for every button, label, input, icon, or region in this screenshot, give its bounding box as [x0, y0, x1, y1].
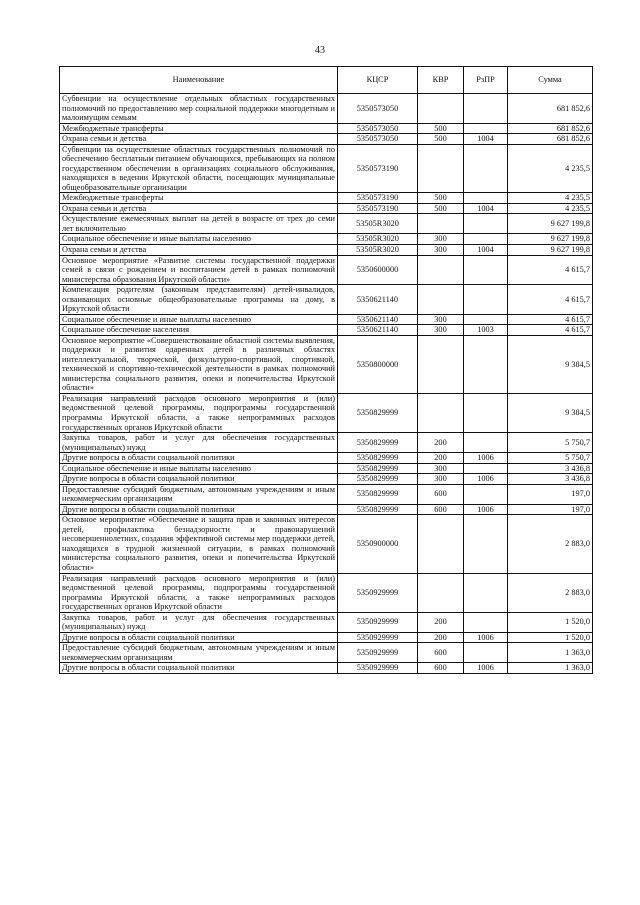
cell-rzpr	[464, 433, 508, 453]
cell-kvr: 200	[418, 453, 464, 464]
cell-rzpr: 1004	[464, 134, 508, 145]
cell-kvr: 300	[418, 314, 464, 325]
cell-kvr: 300	[418, 325, 464, 336]
cell-kvr	[418, 335, 464, 393]
cell-sum: 5 750,7	[508, 453, 593, 464]
cell-kcsr: 5350829999	[338, 474, 418, 485]
cell-kvr	[418, 515, 464, 573]
cell-rzpr: 1006	[464, 474, 508, 485]
cell-rzpr: 1006	[464, 453, 508, 464]
cell-name: Социальное обеспечение и иные выплаты населению	[60, 463, 338, 474]
cell-rzpr	[464, 484, 508, 504]
cell-name: Другие вопросы в области социальной политики	[60, 453, 338, 464]
cell-rzpr	[464, 393, 508, 432]
cell-kvr: 300	[418, 244, 464, 255]
cell-sum: 9 627 199,8	[508, 214, 593, 234]
cell-sum: 2 883,0	[508, 573, 593, 612]
cell-kvr: 300	[418, 463, 464, 474]
cell-rzpr	[464, 285, 508, 315]
cell-kcsr: 5350573190	[338, 203, 418, 214]
table-row	[60, 612, 593, 632]
header-kvr: КВР	[418, 67, 464, 94]
cell-kcsr: 5350573190	[338, 193, 418, 204]
cell-name: Охрана семьи и детства	[60, 244, 338, 255]
cell-sum: 9 384,5	[508, 335, 593, 393]
cell-rzpr: 1003	[464, 325, 508, 336]
cell-rzpr	[464, 314, 508, 325]
table-row	[60, 144, 593, 193]
cell-kcsr: 5350621140	[338, 314, 418, 325]
cell-kvr: 200	[418, 632, 464, 643]
cell-rzpr: 1006	[464, 632, 508, 643]
cell-sum: 4 235,5	[508, 203, 593, 214]
table-row	[60, 314, 593, 325]
table-row	[60, 203, 593, 214]
cell-sum: 9 627 199,8	[508, 244, 593, 255]
cell-sum: 4 615,7	[508, 285, 593, 315]
cell-name: Социальное обеспечение и иные выплаты населению	[60, 234, 338, 245]
header-rzpr: РзПР	[464, 67, 508, 94]
cell-kcsr: 5350573050	[338, 94, 418, 124]
cell-kvr: 500	[418, 134, 464, 145]
cell-name: Закупка товаров, работ и услуг для обеспечения государственных (муниципальных) нужд	[60, 433, 338, 453]
cell-rzpr	[464, 573, 508, 612]
cell-kvr	[418, 255, 464, 285]
cell-sum: 4 615,7	[508, 325, 593, 336]
cell-name: Охрана семьи и детства	[60, 134, 338, 145]
cell-kvr	[418, 573, 464, 612]
header-name: Наименование	[60, 67, 338, 94]
table-row	[60, 285, 593, 315]
table-row	[60, 193, 593, 204]
table-row	[60, 393, 593, 432]
cell-kcsr: 53505R3020	[338, 244, 418, 255]
table-row	[60, 325, 593, 336]
cell-name: Субвенции на осуществление отдельных областных государственных полномочий по предоставлению мер социальной поддержки многодетным и малоимущим семьям	[60, 94, 338, 124]
cell-kcsr: 5350573050	[338, 123, 418, 134]
cell-sum: 4 615,7	[508, 255, 593, 285]
cell-sum: 2 883,0	[508, 515, 593, 573]
table-row	[60, 134, 593, 145]
cell-rzpr	[464, 335, 508, 393]
cell-kcsr: 5350829999	[338, 433, 418, 453]
table-row	[60, 244, 593, 255]
cell-kvr: 600	[418, 504, 464, 515]
cell-kcsr: 5350829999	[338, 484, 418, 504]
table-row	[60, 573, 593, 612]
table-row	[60, 94, 593, 124]
table-row	[60, 123, 593, 134]
cell-sum: 1 363,0	[508, 643, 593, 663]
cell-sum: 1 520,0	[508, 632, 593, 643]
cell-kcsr: 5350929999	[338, 663, 418, 674]
cell-rzpr	[464, 643, 508, 663]
cell-name: Социальное обеспечение и иные выплаты населению	[60, 314, 338, 325]
cell-rzpr	[464, 515, 508, 573]
cell-sum: 3 436,8	[508, 463, 593, 474]
cell-rzpr: 1004	[464, 244, 508, 255]
cell-kcsr: 5350829999	[338, 453, 418, 464]
table-row	[60, 453, 593, 464]
cell-sum: 4 235,5	[508, 144, 593, 193]
cell-kcsr: 5350829999	[338, 504, 418, 515]
cell-name: Закупка товаров, работ и услуг для обеспечения государственных (муниципальных) нужд	[60, 612, 338, 632]
table-row	[60, 643, 593, 663]
table-row	[60, 663, 593, 674]
cell-sum: 4 615,7	[508, 314, 593, 325]
table-row	[60, 463, 593, 474]
cell-name: Другие вопросы в области социальной политики	[60, 504, 338, 515]
cell-kcsr: 53505R3020	[338, 214, 418, 234]
table-row	[60, 335, 593, 393]
cell-kcsr: 5350929999	[338, 612, 418, 632]
cell-rzpr	[464, 144, 508, 193]
cell-kcsr: 5350600000	[338, 255, 418, 285]
cell-name: Предоставление субсидий бюджетным, автономным учреждениям и иным некоммерческим организациям	[60, 643, 338, 663]
cell-kvr	[418, 94, 464, 124]
cell-kcsr: 5350900000	[338, 515, 418, 573]
cell-kvr: 500	[418, 193, 464, 204]
table-header-row	[60, 67, 593, 94]
cell-name: Социальное обеспечение населения	[60, 325, 338, 336]
cell-rzpr: 1006	[464, 663, 508, 674]
cell-sum: 4 235,5	[508, 193, 593, 204]
cell-rzpr	[464, 123, 508, 134]
cell-kcsr: 5350929999	[338, 573, 418, 612]
cell-name: Осуществление ежемесячных выплат на детей в возрасте от трех до семи лет включительно	[60, 214, 338, 234]
cell-name: Межбюджетные трансферты	[60, 123, 338, 134]
cell-kcsr: 5350621140	[338, 325, 418, 336]
cell-sum: 1 363,0	[508, 663, 593, 674]
cell-sum: 681 852,6	[508, 94, 593, 124]
table-row	[60, 255, 593, 285]
cell-sum: 681 852,6	[508, 123, 593, 134]
cell-rzpr	[464, 234, 508, 245]
cell-kvr: 600	[418, 643, 464, 663]
table-row	[60, 234, 593, 245]
header-sum: Сумма	[508, 67, 593, 94]
cell-kcsr: 5350829999	[338, 463, 418, 474]
cell-kcsr: 5350573050	[338, 134, 418, 145]
cell-sum: 9 627 199,8	[508, 234, 593, 245]
table-body	[60, 94, 593, 674]
cell-rzpr: 1006	[464, 504, 508, 515]
cell-kcsr: 5350573190	[338, 144, 418, 193]
budget-table	[59, 66, 593, 674]
cell-rzpr	[464, 94, 508, 124]
table-row	[60, 632, 593, 643]
table-row	[60, 515, 593, 573]
cell-kcsr: 5350829999	[338, 393, 418, 432]
cell-kvr: 200	[418, 433, 464, 453]
cell-kvr: 300	[418, 474, 464, 485]
cell-name: Охрана семьи и детства	[60, 203, 338, 214]
cell-kcsr: 5350929999	[338, 643, 418, 663]
cell-name: Реализация направлений расходов основного мероприятия и (или) ведомственной целевой программы, подпрограммы государственной программы Иркутской области, а также непрограммных расходов государственных органов Иркутской области	[60, 573, 338, 612]
cell-name: Основное мероприятие «Обеспечение и защита прав и законных интересов детей, профилактика безнадзорности и правонарушений несовершеннолетних, создания эффективной системы мер поддержки детей, находящихся в трудной жизненной ситуации, в рамках полномочий министерства социального развития, опеки и попечительства Иркутской области»	[60, 515, 338, 573]
cell-name: Межбюджетные трансферты	[60, 193, 338, 204]
cell-sum: 1 520,0	[508, 612, 593, 632]
cell-name: Компенсация родителям (законным представителям) детей-инвалидов, осваивающих основные общеобразовательные программы на дому, в Иркутской области	[60, 285, 338, 315]
cell-rzpr	[464, 214, 508, 234]
cell-name: Субвенции на осуществление областных государственных полномочий по обеспечению бесплатным питанием обучающихся, пребывающих на полном государственном обеспечении в организациях социального обслуживания, находящихся в ведении Иркутской области, посещающих муниципальные общеобразовательные организации	[60, 144, 338, 193]
table-row	[60, 433, 593, 453]
cell-name: Другие вопросы в области социальной политики	[60, 663, 338, 674]
cell-rzpr: 1004	[464, 203, 508, 214]
cell-kcsr: 5350929999	[338, 632, 418, 643]
cell-rzpr	[464, 255, 508, 285]
cell-rzpr	[464, 612, 508, 632]
cell-name: Предоставление субсидий бюджетным, автономным учреждениям и иным некоммерческим организациям	[60, 484, 338, 504]
table-row	[60, 484, 593, 504]
cell-kvr: 600	[418, 663, 464, 674]
cell-sum: 197,0	[508, 484, 593, 504]
cell-rzpr	[464, 193, 508, 204]
cell-name: Другие вопросы в области социальной политики	[60, 474, 338, 485]
table-row	[60, 504, 593, 515]
cell-sum: 197,0	[508, 504, 593, 515]
cell-kvr	[418, 393, 464, 432]
header-kcsr: КЦСР	[338, 67, 418, 94]
cell-name: Реализация направлений расходов основного мероприятия и (или) ведомственной целевой программы, подпрограммы государственной программы Иркутской области, а также непрограммных расходов государственных органов Иркутской области	[60, 393, 338, 432]
cell-kvr: 200	[418, 612, 464, 632]
cell-kvr	[418, 144, 464, 193]
cell-kvr: 500	[418, 123, 464, 134]
cell-name: Основное мероприятие «Совершенствование областной системы выявления, поддержки и развития одаренных детей в различных областях интеллектуальной, творческой, физкультурно-спортивной, спортивной, технической и спортивно-технической деятельности в рамках полномочий министерства социального развития, опеки и попечительства Иркутской области»	[60, 335, 338, 393]
table-row	[60, 214, 593, 234]
cell-kvr: 300	[418, 234, 464, 245]
cell-sum: 3 436,8	[508, 474, 593, 485]
cell-rzpr	[464, 463, 508, 474]
cell-sum: 5 750,7	[508, 433, 593, 453]
cell-kcsr: 5350800000	[338, 335, 418, 393]
page-number: 43	[315, 45, 325, 56]
cell-sum: 681 852,6	[508, 134, 593, 145]
table-row	[60, 474, 593, 485]
cell-kvr: 600	[418, 484, 464, 504]
cell-sum: 9 384,5	[508, 393, 593, 432]
cell-kcsr: 5350621140	[338, 285, 418, 315]
cell-name: Основное мероприятие «Развитие системы государственной поддержки семей в связи с рождением и воспитанием детей в рамках полномочий министерства образования Иркутской области»	[60, 255, 338, 285]
cell-kcsr: 53505R3020	[338, 234, 418, 245]
cell-name: Другие вопросы в области социальной политики	[60, 632, 338, 643]
cell-kvr	[418, 214, 464, 234]
cell-kvr: 500	[418, 203, 464, 214]
cell-kvr	[418, 285, 464, 315]
